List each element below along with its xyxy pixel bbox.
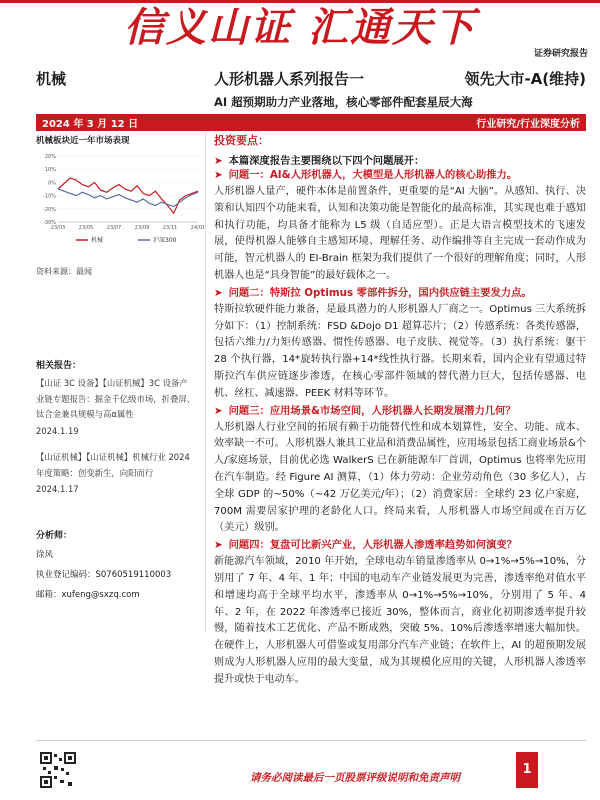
y-tick-label: -20% (43, 206, 56, 213)
left-sidebar (36, 132, 204, 600)
x-tick-label: 23/03 (50, 225, 66, 231)
question-4: ➤ 问题四：复盘可比新兴产业，人形机器人渗透率趋势如何演变？ (214, 539, 517, 552)
arrow-icon: ➤ (214, 169, 223, 181)
x-tick-label: 23/07 (106, 225, 122, 231)
answer-3: 人形机器人行业空间的拓展有赖于功能替代性和成本划算性，安全、功能、成本、效率缺一不可。人形机器人兼具工业品和消费品属性，应用场景包括工商业场景&个人/家庭场景，目前优必选 WalkerS 已在新能源车厂首训，Optimus 也将率先应用在汽车制造。经 Figure AI 测算，（1）体力劳动：企业劳动角色（30 多亿人），占全球 GDP 的~50%（~42 万亿美元/年）；（2）消费家居：全球约 23 亿户家庭，700M 需要居家护理的老龄化人口。终局来看，人形机器人市场空间或在百万亿（美元）级别。 (214, 421, 586, 534)
market-performance-chart (36, 150, 204, 250)
footer-divider (36, 740, 586, 741)
analyst-cert: 执业登记编码：S0760519110003 (36, 570, 172, 580)
title-row (36, 68, 586, 88)
arrow-icon: ➤ (214, 286, 223, 299)
x-tick-label: 24/01 (190, 225, 204, 231)
analyst-heading: 分析师： (36, 531, 73, 541)
chart-title: 机械板块近一年市场表现 (36, 136, 130, 146)
disclaimer-text: 请务必阅读最后一页股票评级说明和免责声明 (250, 772, 460, 784)
analyst-email: 邮箱：xufeng@sxzq.com (36, 590, 140, 600)
answer-1: 人形机器人量产，硬件本体是前置条件，更重要的是“AI 大脑”。从感知、执行、决策和认知四个功能来看，认知和决策功能是智能化的最高标准，其实现也难于感知和执行功能，均具备才能称为 L5 级（自适应型）。正是大语言模型技术的飞速发展，使得机器人能够自主感知环境、理解任务、动作编排等自主完成一套动作成为可能，智元机器人的 EI-Brain 框架为我们提供了一个很好的理解角度；同时，人形机器人也是“具身智能”的最好载体之一。 (214, 186, 586, 281)
x-tick-label: 23/05 (78, 225, 94, 231)
answer-2: 特斯拉软硬件能力兼备，是最具潜力的人形机器人厂商之一。Optimus 三大系统拆分如下：（1）控制系统：FSD &Dojo D1 超算芯片；（2）传感系统：各类传感器，包括六维力/力矩传感器、惯性传感器、电子皮肤、视觉等。（3）执行系统：躯干 28 个执行器，14*旋转执行器+14*线性执行器。长期来看，国内企业有望通过特斯拉汽车供应链逐步渗透，在核心零部件领域的替代潜力巨大，包括传感器、电机、丝杠、减速器、PEEK 材料等环节。 (214, 303, 586, 399)
analyst-name: 徐风 (36, 550, 54, 560)
arrow-icon: ➤ (214, 404, 223, 417)
qr-code-icon (40, 752, 76, 788)
date-bar (36, 114, 586, 131)
report-type: 证券研究报告 (533, 49, 588, 59)
arrow-icon: ➤ (214, 539, 223, 552)
legend-label: 机械 (91, 237, 104, 244)
column-divider (205, 132, 206, 632)
lead-line: ➤ 本篇深度报告主要围绕以下四个问题展开： (214, 155, 425, 167)
series-title: 人形机器人系列报告一 (214, 70, 365, 88)
industry-label: 机械 (36, 70, 67, 88)
answer-4: 新能源汽车领域，2010 年开始，全球电动车销量渗透率从 0→1%→5%→10%，分别用了 7 年、4 年、1 年；中国的电动车产业链发展更为完善，渗透率绝对值水平和增速均高于全球平均水平，渗透率从 0→1%→5%→10%，分别用了 5 年、4 年、2 年，在 2022 年渗透率已接近 30%，整体而言，商业化初期渗透率提升较慢，随着技术工艺优化、产品不断成熟，突破 5%、10%后渗透率增速大幅加快。在硬件上，人形机器人可借鉴或复用部分汽车产业链；在软件上，AI 的超预期发展则成为人形机器人应用的最大变量，成为其规模化应用的关键，人形机器人渗透率提升或快于电动车。 (214, 556, 586, 685)
report-date: 2024 年 3 月 12 日 (42, 119, 139, 130)
question-1: ➤ 问题一：AI&人形机器人，大模型是人形机器人的核心助推力。 (214, 169, 518, 181)
chart-source: 资料来源：最闻 (36, 267, 92, 276)
page-number: 1 (516, 752, 538, 788)
series-line-1 (58, 189, 198, 207)
brand-slogan: 信义山证 汇通天下 (124, 4, 476, 51)
question-2: ➤ 问题二：特斯拉 Optimus 零部件拆分，国内供应链主要发力点。 (214, 286, 532, 299)
x-tick-label: 23/09 (134, 225, 150, 231)
investment-highlights (214, 132, 586, 689)
y-tick-label: 10% (44, 167, 56, 174)
rating-label: 领先大市-A(维持) (464, 70, 586, 88)
related-report-1-date: 2024.1.19 (36, 426, 79, 436)
related-reports-heading: 相关报告： (36, 361, 82, 371)
related-report-2-date: 2024.1.17 (36, 484, 79, 494)
report-category: 行业研究/行业深度分析 (476, 119, 580, 130)
investment-heading: 投资要点： (214, 134, 269, 147)
x-tick-label: 23/11 (162, 225, 178, 231)
y-tick-label: -10% (43, 193, 56, 200)
y-tick-label: 0% (48, 180, 56, 187)
y-tick-label: 20% (44, 154, 56, 160)
y-tick-label: -30% (43, 220, 56, 226)
report-subtitle: AI 超预期助力产业落地，核心零部件配套星辰大海 (214, 95, 473, 109)
legend-label: 沪深300 (153, 237, 177, 244)
related-report-1: 【山证 3C 设备】【山证机械】3C 设备产业链专题报告：掘金千亿级市场，折叠屏、钛合金兼具规模与高α属性 (36, 378, 196, 420)
related-report-2: 【山证机械】【山证机械】机械行业 2024 年度策略：创变新生，向阳而行 (36, 452, 190, 478)
question-3: ➤ 问题三：应用场景&市场空间，人形机器人长期发展潜力几何？ (214, 404, 516, 417)
arrow-icon: ➤ (214, 155, 223, 167)
